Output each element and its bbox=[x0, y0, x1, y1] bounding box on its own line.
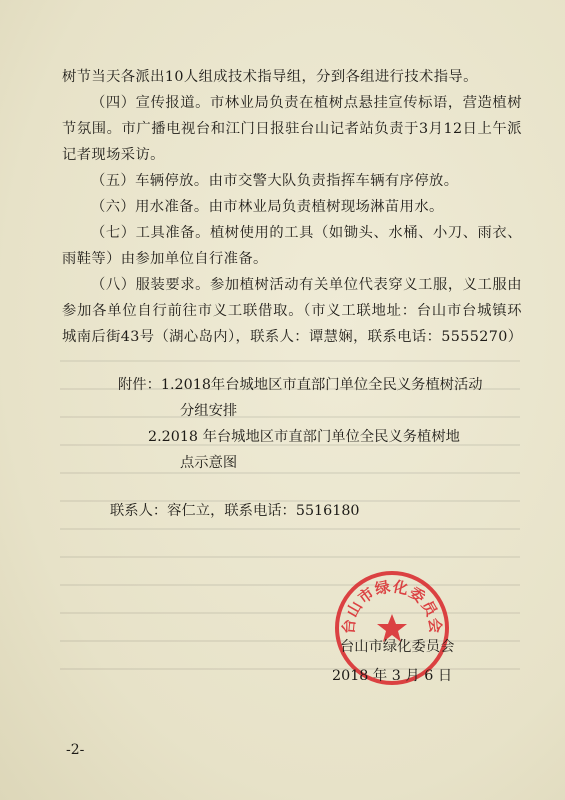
page-number: -2- bbox=[66, 742, 85, 758]
contact-line: 联系人：容仁立，联系电话：5516180 bbox=[110, 503, 360, 519]
signature-date: 2018 年 3 月 6 日 bbox=[332, 668, 453, 684]
paragraph-item-8: （八）服装要求。参加植树活动有关单位代表穿义工服，义工服由参加各单位自行前往市义工联借取。（市义工联地址：台山市台城镇环城南后街43号（湖心岛内），联系人：谭慧娴，联系电话：5555270） bbox=[62, 277, 523, 345]
attachment-2-line1: 2.2018 年台城地区市直部门单位全民义务植树地 bbox=[148, 429, 460, 445]
attachment-1-line1: 附件：1.2018年台城地区市直部门单位全民义务植树活动 bbox=[118, 377, 483, 393]
signature-org: 台山市绿化委员会 bbox=[340, 639, 455, 655]
document-body bbox=[62, 64, 522, 524]
paragraph-item-6: （六）用水准备。由市林业局负责植树现场淋苗用水。 bbox=[91, 199, 444, 215]
paragraph-continuation: 树节当天各派出10人组成技术指导组，分到各组进行技术指导。 bbox=[62, 69, 478, 85]
attachment-2 bbox=[148, 424, 522, 476]
attachment-1-line2: 分组安排 bbox=[180, 403, 238, 419]
attachment-1 bbox=[118, 372, 522, 424]
paragraph-item-4: （四）宣传报道。市林业局负责在植树点悬挂宣传标语，营造植树节氛围。市广播电视台和江门日报驻台山记者站负责于3月12日上午派记者现场采访。 bbox=[62, 95, 522, 163]
attachment-2-line2: 点示意图 bbox=[180, 455, 238, 471]
seal-text: 台山市绿化委员会 bbox=[339, 577, 445, 635]
paragraph-item-5: （五）车辆停放。由市交警大队负责指挥车辆有序停放。 bbox=[91, 173, 459, 189]
paragraph-item-7: （七）工具准备。植树使用的工具（如锄头、水桶、小刀、雨衣、雨鞋等）由参加单位自行准备。 bbox=[62, 225, 522, 267]
